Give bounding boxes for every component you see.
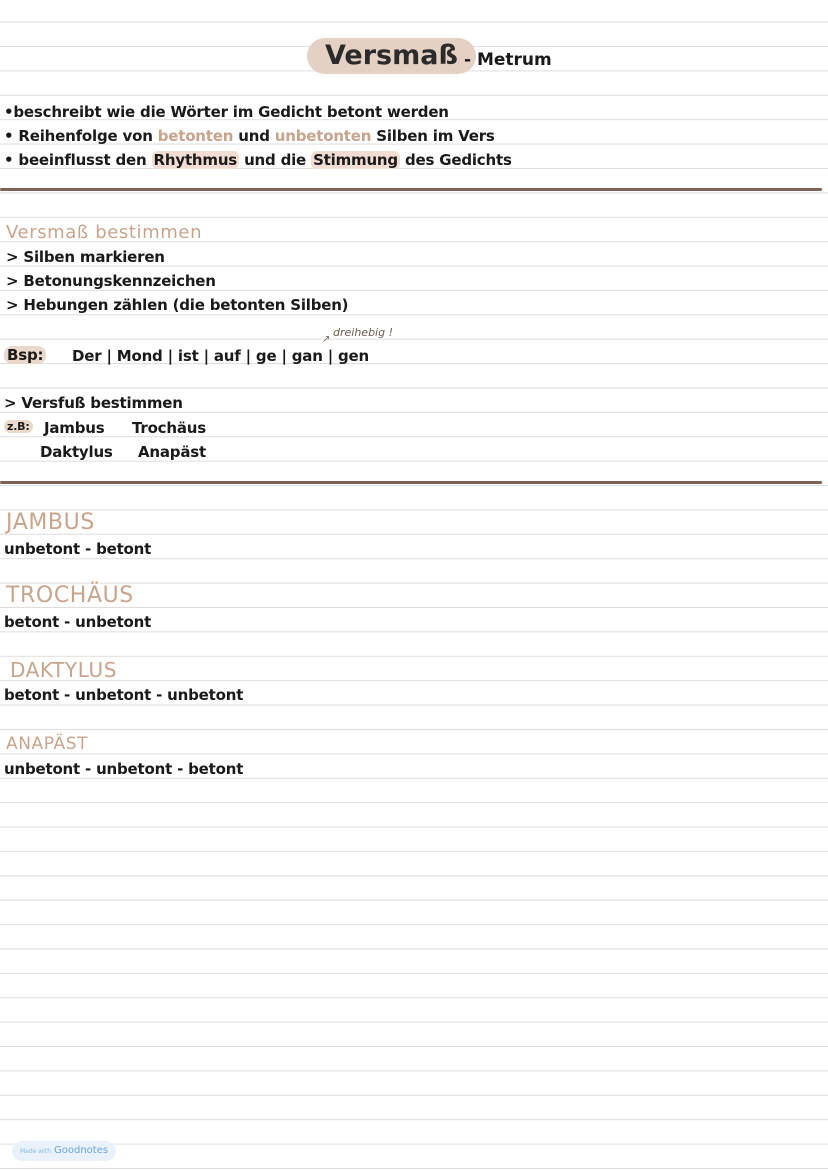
section-title-jambus: JAMBUS (6, 510, 95, 535)
section-title-daktylus: DAKTYLUS (10, 658, 118, 682)
intro-line-3-suffix: des Gedichts (404, 151, 512, 169)
term-stimmung: Stimmung (313, 151, 398, 169)
page-title: Versmaß (307, 38, 476, 74)
foot-anapaest: Anapäst (138, 443, 206, 461)
divider-2 (0, 481, 822, 484)
intro-line-2 (4, 127, 495, 145)
divider-1 (0, 188, 822, 191)
made-with-label: Made with (20, 1148, 51, 1155)
intro-line-2-mid: und (238, 127, 270, 145)
foot-jambus: Jambus (44, 419, 105, 437)
zb-label: z.B: (4, 420, 33, 433)
section-pattern-daktylus: betont - unbetont - unbetont (4, 686, 244, 704)
intro-line-1: •beschreibt wie die Wörter im Gedicht betont werden (4, 103, 449, 121)
section-pattern-anapaest: unbetont - unbetont - betont (4, 760, 244, 778)
goodnotes-brand: Goodnotes (54, 1145, 109, 1156)
intro-line-3 (4, 151, 512, 169)
section-pattern-trochaeus: betont - unbetont (4, 613, 152, 631)
goodnotes-badge (12, 1141, 116, 1161)
step-betonung: > Betonungskennzeichen (6, 272, 216, 290)
page-subtitle: - Metrum (464, 50, 552, 70)
section-title-anapaest: ANAPÄST (6, 734, 89, 754)
annotation-dreihebig: dreihebig ! (333, 326, 393, 339)
example-label: Bsp: (4, 346, 46, 364)
intro-line-2-suffix: Silben im Vers (376, 127, 495, 145)
step-hebungen: > Hebungen zählen (die betonten Silben) (6, 296, 349, 314)
step-silben: > Silben markieren (6, 248, 165, 266)
intro-line-3-prefix: • beeinflusst den (4, 151, 147, 169)
section-title-trochaeus: TROCHÄUS (6, 583, 134, 608)
example-text: Der | Mond | ist | auf | ge | gan | gen (72, 347, 370, 365)
annotation-arrow-icon: ↗ (322, 334, 331, 345)
term-betonten: betonten (157, 127, 234, 145)
term-unbetonten: unbetonten (274, 127, 372, 145)
intro-line-3-mid: und die (244, 151, 307, 169)
intro-line-2-prefix: • Reihenfolge von (4, 127, 153, 145)
step-versfuss: > Versfuß bestimmen (4, 394, 183, 412)
foot-trochaeus: Trochäus (132, 419, 206, 437)
heading-versmass-bestimmen: Versmaß bestimmen (6, 222, 203, 243)
foot-daktylus: Daktylus (40, 443, 113, 461)
section-pattern-jambus: unbetont - betont (4, 540, 152, 558)
term-rhythmus: Rhythmus (153, 151, 238, 169)
